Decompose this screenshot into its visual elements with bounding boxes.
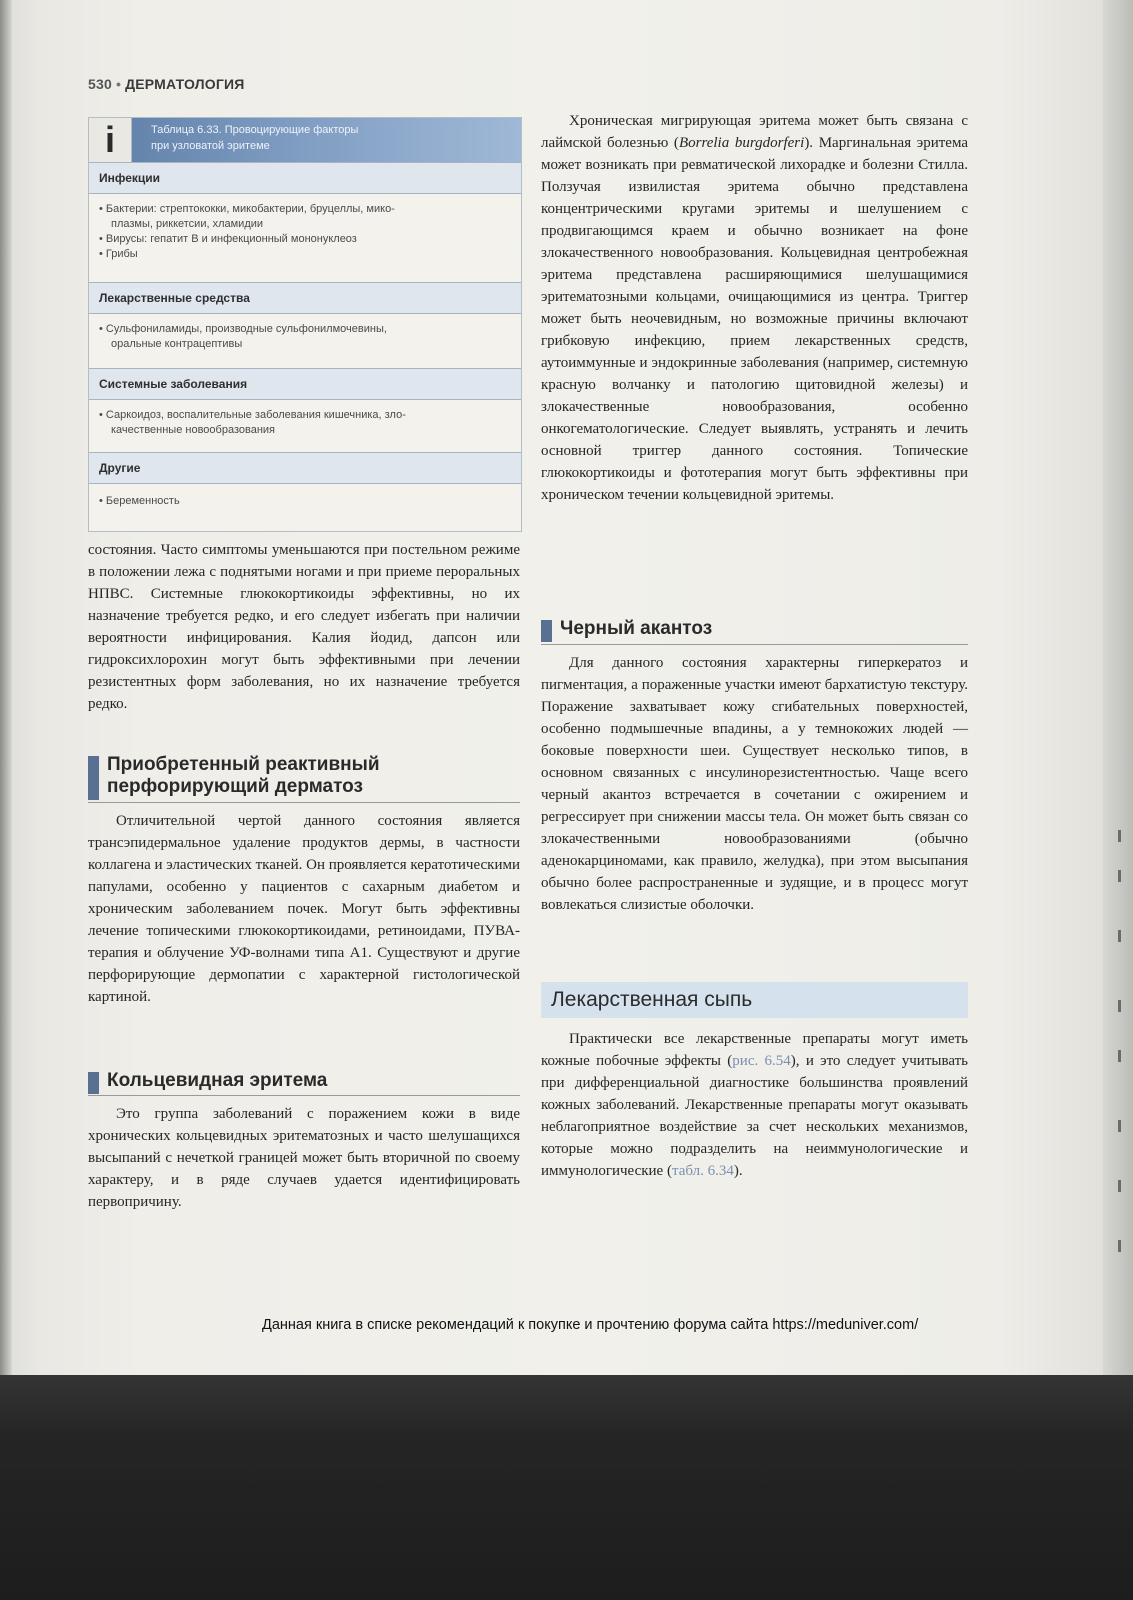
list-item: • Сульфониламиды, производные сульфонилмочевины, <box>99 323 387 335</box>
heading-rule <box>88 802 520 803</box>
edge-mark <box>1118 1180 1121 1192</box>
paragraph: Хроническая мигрирующая эритема может быть связана с лаймской болезнью (Borrelia burgdorferi). Маргинальная эритема может возникать при ревматической лихорадке и болезни Стилла. Ползучая извилистая эритема обычно представлена концентрическими кругами эритемы и шелушением с продвигающимся краем и обычно возникает на фоне злокачественного новообразования. Кольцевидная центробежная эритема представлена расширяющимися шелушащимися эритематозными кольцами, очищающимися из центра. Триггер может быть неочевидным, но возможные причины включают грибковую инфекцию, прием лекарственных средств, аутоиммунные и эндокринные заболевания (например, системную красную волчанку и патологию щитовидной железы) и злокачественные новообразования, особенно онкогематологические. Следует выявлять, устранять и лечить основной триггер данного состояния. Топические глюкокортикоиды и фототерапия могут быть эффективны при хроническом течении кольцевидной эритемы. <box>541 113 968 503</box>
list-item: • Бактерии: стрептококки, микобактерии, бруцеллы, мико- <box>99 203 395 215</box>
page-number: 530 <box>88 76 112 92</box>
scanner-background <box>0 1375 1133 1600</box>
paragraph: Это группа заболеваний с поражением кожи в виде хронических кольцевидных эритематозных и часто шелушащихся высыпаний с нечеткой границей может быть вторичной по своему характеру, и в ряде случаев удается идентифицировать первопричину. <box>88 1106 520 1210</box>
list-item: • Саркоидоз, воспалительные заболевания кишечника, зло- <box>99 409 406 421</box>
info-i-icon: i <box>89 118 132 162</box>
bullet-separator: • <box>115 76 122 92</box>
paragraph: состояния. Часто симптомы уменьшаются при постельном режиме в положении лежа с поднятыми ногами и при приеме пероральных НПВС. Системные глюкокортикоиды эффективны, но их назначение требуется редко, и его следует избегать при наличии вероятности инфицирования. Калия йодид, дапсон или гидроксихлорохин могут быть эффективными при лечении резистентных форм заболевания, но их назначение требуется редко. <box>88 542 520 712</box>
heading-line: Приобретенный реактивный <box>107 754 380 775</box>
heading-line: Кольцевидная эритема <box>107 1070 328 1091</box>
left-column-top <box>88 539 520 715</box>
list-item: качественные новообразования <box>111 424 275 436</box>
right-column-bottom <box>541 1028 968 1182</box>
edge-mark <box>1118 1050 1121 1062</box>
heading-bar <box>541 620 552 642</box>
paragraph: Отличительной чертой данного состояния является трансэпидермальное удаление продуктов дермы, в частности коллагена и эластических тканей. Он проявляется кератотическими папулами, особенно у пациентов с сахарным диабетом и хроническим заболеванием почек. Могут быть эффективны лечение топическими глюкокортикоидами, ретиноидами, ПУВА-терапия и облучение УФ-волнами типа А1. Существуют и другие перфорирующие дермопатии с характерной гистологической картиной. <box>88 813 520 1005</box>
table-list <box>99 494 509 509</box>
table-list <box>99 202 509 262</box>
table-section-heading: Системные заболевания <box>89 368 521 400</box>
binding-shadow <box>0 0 12 1375</box>
edge-mark <box>1118 1000 1121 1012</box>
table-list <box>99 322 509 352</box>
table-section-heading: Инфекции <box>89 162 521 194</box>
section-heading-drug-rash <box>541 982 968 1018</box>
table-reference-link[interactable]: табл. 6.34 <box>671 1163 734 1179</box>
edge-mark <box>1118 1240 1121 1252</box>
list-item: • Вирусы: гепатит В и инфекционный мононуклеоз <box>99 233 357 245</box>
right-column-middle <box>541 652 968 916</box>
info-table <box>88 117 522 532</box>
section-heading <box>541 618 968 642</box>
list-item: • Грибы <box>99 248 138 260</box>
heading-bar <box>88 756 99 800</box>
table-header <box>89 118 521 162</box>
section-name: ДЕРМАТОЛОГИЯ <box>125 76 245 92</box>
table-title <box>151 122 511 154</box>
table-section-heading: Другие <box>89 452 521 484</box>
footer-note: Данная книга в списке рекомендаций к покупке и прочтению форума сайта https://meduniver.com/ <box>262 1317 919 1333</box>
heading-line: Черный акантоз <box>560 618 713 639</box>
italic-term: Borrelia burgdorferi <box>678 135 805 151</box>
paragraph: Для данного состояния характерны гиперкератоз и пигментация, а пораженные участки имеют бархатистую текстуру. Поражение захватывает кожу сгибательных поверхностей, особенно подмышечные впадины, а у темнокожих людей — боковые поверхности шеи. Существует несколько типов, в основном связанных с инсулинорезистентностью. Чаще всего черный акантоз встречается в сочетании с ожирением и регрессирует при снижении массы тела. Он может быть связан со злокачественными новообразованиями (обычно аденокарциномами, как правило, желудка), при этом высыпания обычно более распространенные и зудящие, и в процесс могут вовлекаться слизистые оболочки. <box>541 655 968 913</box>
edge-mark <box>1118 870 1121 882</box>
heading-rule <box>541 644 968 645</box>
list-item: оральные контрацептивы <box>111 338 243 350</box>
table-list <box>99 408 509 438</box>
left-column-middle <box>88 810 520 1008</box>
heading-bar <box>88 1072 99 1094</box>
edge-mark <box>1118 830 1121 842</box>
section-heading <box>88 1070 520 1094</box>
list-item: • Беременность <box>99 495 180 507</box>
right-column-top <box>541 110 968 506</box>
table-section-heading: Лекарственные средства <box>89 282 521 314</box>
paragraph: Практически все лекарственные препараты могут иметь кожные побочные эффекты (рис. 6.54), и это следует учитывать при дифференциальной диагностике большинства проявлений кожных заболеваний. Лекарственные препараты могут оказывать неблагоприятное воздействие за счет нескольких механизмов, которые можно подразделить на неиммунологические и иммунологические (табл. 6.34). <box>541 1031 969 1179</box>
page-edge <box>1103 0 1133 1375</box>
heading-line: перфорирующий дерматоз <box>107 776 363 797</box>
section-heading <box>88 754 520 800</box>
left-column-bottom <box>88 1103 520 1213</box>
heading-rule <box>88 1095 520 1096</box>
running-head <box>88 76 245 92</box>
edge-mark <box>1118 1120 1121 1132</box>
list-item: плазмы, риккетсии, хламидии <box>111 218 264 230</box>
edge-mark <box>1118 930 1121 942</box>
figure-reference-link[interactable]: рис. 6.54 <box>732 1053 791 1069</box>
heading-line: Лекарственная сыпь <box>551 988 753 1011</box>
table-title-line: при узловатой эритеме <box>151 140 270 152</box>
table-title-line: Таблица 6.33. Провоцирующие факторы <box>151 124 359 136</box>
